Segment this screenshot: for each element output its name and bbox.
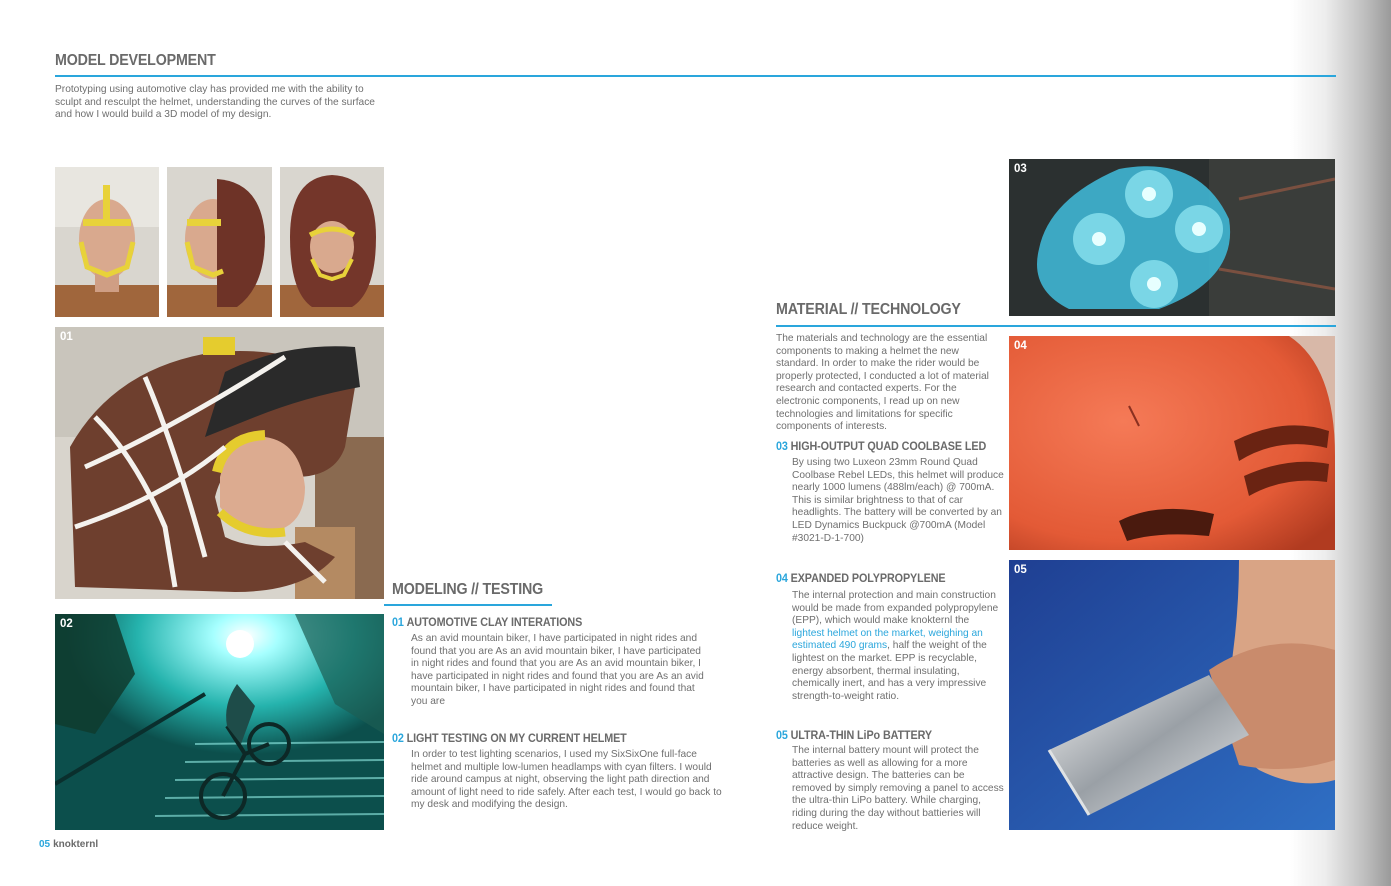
footer-brand: knokternl [53, 839, 99, 850]
section-04-body [792, 590, 1004, 703]
clay-helmet-photo-01 [55, 327, 384, 599]
section-04-highlight: lightest helmet on the market, weighing an estimated 490 grams [792, 627, 983, 652]
section-04-body-text-end: , half the weight of the lightest on the market. EPP is recyclable, energy absorbent, thermal insulating, chemically inert, and has a very impressive strength-to-weight ratio. [792, 640, 987, 702]
night-ride-photo-02 [55, 614, 384, 830]
section-02-title: LIGHT TESTING ON MY CURRENT HELMET [406, 732, 627, 745]
model-development-intro: Prototyping using automotive clay has provided me with the ability to sculpt and resculpt the helmet, understanding the curves of the surface and how I would build a 3D model of my design. [55, 84, 375, 121]
section-03-number: 03 [776, 440, 788, 453]
lipo-battery-photo-05 [1009, 560, 1335, 830]
section-05-body: The internal battery mount will protect the batteries as well as allowing for a more attractive design. The batteries can be removed by simply removing a panel to access the ultra-thin LiPo battery. While charging, riding during the day without battieries will reduce weight. [792, 745, 1004, 832]
clay-thumb-3-image [280, 167, 384, 317]
section-01-number: 01 [392, 616, 404, 629]
photo-04-label: 04 [1014, 340, 1027, 352]
material-technology-intro: The materials and technology are the essential components to making a helmet the new standard. In order to make the rider would be properly protected, I conducted a lot of material research and contacted experts. For the electronic components, I read up on new technologies and limitations for specific components of interests. [776, 333, 989, 433]
photo-05-label: 05 [1014, 564, 1027, 576]
section-03-body: By using two Luxeon 23mm Round Quad Coolbase Rebel LEDs, this helmet will produce nearly 1000 lumens (488lm/each) @ 700mA. This is similar brightness to that of car headlights. The battery will be converted by an LED Dynamics Buckpuck @700mA (Model #3021-D-1-700) [792, 457, 1004, 544]
section-02-heading [392, 732, 627, 745]
section-01-body: As an avid mountain biker, I have participated in night rides and found that you are As an avid mountain biker, I have participated in night rides and found that you are As an avid mountain biker, I have participated in night rides and found that you are As an avid mountain biker, I have participated in night rides and found that you are [411, 633, 704, 707]
section-02-number: 02 [392, 732, 404, 745]
section-04-heading [776, 572, 946, 585]
section-05-number: 05 [776, 729, 788, 742]
section-04-body-text: The internal protection and main construction would be made from expanded polypropylene (EPP), which would make knokternl the [792, 590, 999, 627]
material-technology-title: MATERIAL // TECHNOLOGY [776, 301, 961, 318]
epp-foam-photo-04 [1009, 336, 1335, 550]
photo-03-label: 03 [1014, 163, 1027, 175]
page-number: 05 [39, 839, 51, 850]
modeling-testing-title: MODELING // TESTING [392, 581, 543, 598]
modeling-testing-rule [384, 604, 552, 606]
page-footer [39, 839, 98, 850]
led-board-photo-03 [1009, 159, 1335, 316]
section-05-heading [776, 729, 932, 742]
section-01-heading [392, 616, 582, 629]
section-03-title: HIGH-OUTPUT QUAD COOLBASE LED [790, 440, 987, 453]
photo-02-label: 02 [60, 618, 73, 630]
section-04-number: 04 [776, 572, 788, 585]
section-05-title: ULTRA-THIN LiPo BATTERY [790, 729, 933, 742]
section-04-title: EXPANDED POLYPROPYLENE [790, 572, 946, 585]
clay-thumb-2-image [167, 167, 272, 317]
material-technology-rule [776, 325, 1336, 327]
photo-01-label: 01 [60, 331, 73, 343]
model-development-rule [55, 75, 1336, 77]
section-01-title: AUTOMOTIVE CLAY INTERATIONS [406, 616, 583, 629]
section-03-heading [776, 440, 986, 453]
clay-thumb-1-image [55, 167, 159, 317]
model-development-title: MODEL DEVELOPMENT [55, 52, 216, 69]
section-02-body: In order to test lighting scenarios, I used my SixSixOne full-face helmet and multiple low-lumen headlamps with cyan filters. I would ride around campus at night, observing the light path direction and amount of light need to ride safely. After each test, I would go back to my desk and modifying the design. [411, 749, 722, 811]
